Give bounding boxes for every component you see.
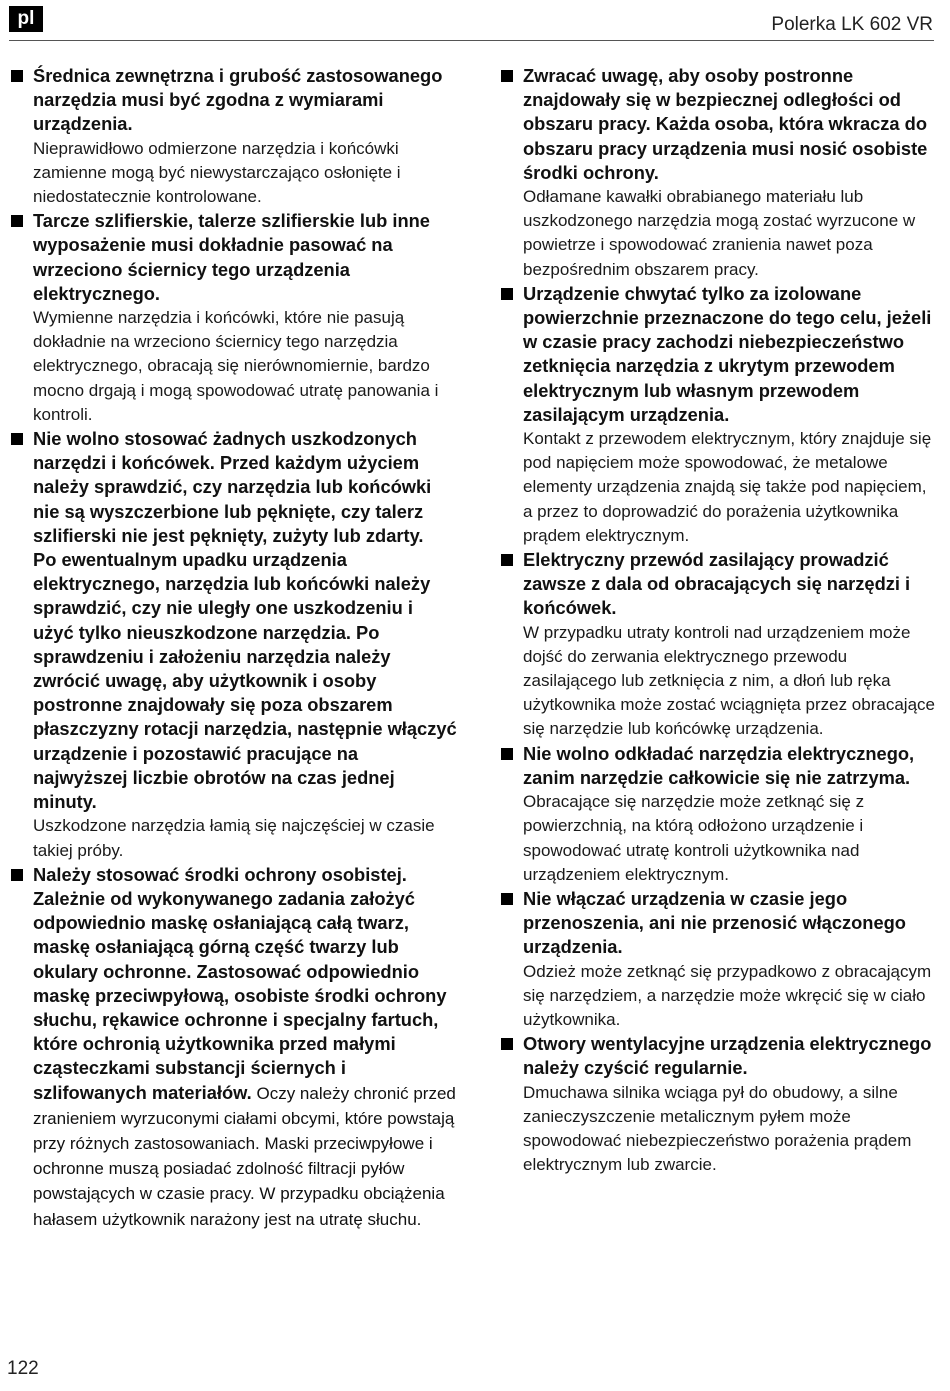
list-item: [497, 887, 937, 1032]
language-badge: pl: [9, 6, 43, 32]
bullet-square-icon: [11, 869, 23, 881]
list-item: [497, 282, 937, 548]
bullet-square-icon: [11, 215, 23, 227]
list-item: [497, 742, 937, 887]
bullet-square-icon: [501, 70, 513, 82]
list-item: [7, 863, 457, 1232]
explanation-text: W przypadku utraty kontroli nad urządzeniem może dojść do zerwania elektrycznego przewodu zasilającego lub zetknięcia z nim, a dłoń lub ręka użytkownika może zostać wciągnięta przez obracające się narzędzie lub końcówkę urządzenia.: [523, 622, 935, 739]
explanation-text: Odłamane kawałki obrabianego materiału lub uszkodzonego narzędzia mogą zostać wyrzucone w powietrze i spowodować zranienia nawet poza bezpośrednim obszarem pracy.: [523, 187, 916, 279]
list-item: [497, 64, 937, 282]
right-column: [497, 64, 937, 1177]
list-item: [7, 64, 457, 209]
warning-text: Urządzenie chwytać tylko za izolowane powierzchnie przeznaczone do tego celu, jeżeli w czasie pracy zachodzi niebezpieczeństwo zetknięcia narzędzia z ukrytym przewodem elektrycznym lub własnym przewodem zasilającym urządzenia.: [523, 282, 932, 425]
list-item: [497, 1032, 937, 1177]
warning-text: Elektryczny przewód zasilający prowadzić zawsze z dala od obracających się narzędzi i końcówek.: [523, 549, 911, 619]
explanation-text: Odzież może zetknąć się przypadkowo z obracającym się narzędziem, a narzędzie może wkręcić się w ciało użytkownika.: [523, 961, 932, 1029]
warning-text: [33, 863, 457, 1232]
explanation-text-inline: Oczy należy chronić przed zranieniem wyrzuconymi ciałami obcymi, które powstają przy różnych zastosowaniach. Maski przeciwpyłowe i ochronne muszą posiadać zdolność filtracji pyłów powstających w czasie pracy. W przypadku obciążenia hałasem użytkownik narażony jest na utratę słuchu.: [33, 1083, 456, 1229]
bullet-square-icon: [501, 554, 513, 566]
list-item: [7, 427, 457, 863]
bullet-square-icon: [11, 70, 23, 82]
bullet-square-icon: [501, 893, 513, 905]
explanation-text: Dmuchawa silnika wciąga pył do obudowy, a silne zanieczyszczenie metalicznym pyłem może spowodować niebezpieczeństwo porażenia prądem elektrycznym lub zwarcie.: [523, 1082, 912, 1175]
explanation-text: Obracające się narzędzie może zetknąć się z powierzchnią, na którą odłożono urządzenie i spowodować utratę kontroli użytkownika nad urządzeniem elektrycznym.: [523, 792, 865, 884]
warning-text-continued: Po ewentualnym upadku urządzenia elektrycznego, narzędzia lub końcówki należy sprawdzić, czy nie uległy one uszkodzeniu i użyć tylko nieuszkodzone narzędzia. Po sprawdzeniu i założeniu narzędzia należy zwrócić uwagę, aby użytkownik i osoby postronne znajdowały się poza obszarem płaszczyzny rotacji narzędzia, następnie włączyć urządzenie i pozostawić pracujące na najwyższej liczbie obrotów na czas jednej minuty.: [33, 549, 457, 813]
warning-text: Tarcze szlifierskie, talerze szlifierskie lub inne wyposażenie musi dokładnie pasować na wrzeciono ściernicy tego urządzenia elektrycznego.: [33, 210, 430, 304]
explanation-text: Kontakt z przewodem elektrycznym, który znajduje się pod napięciem może spowodować, że metalowe elementy urządzenia znajdą się także pod napięciem, a przez to doprowadzić do porażenia użytkownika prądem elektrycznym.: [523, 429, 932, 545]
header-divider: [9, 40, 934, 41]
page-number: 122: [7, 1358, 39, 1379]
warning-text: Otwory wentylacyjne urządzenia elektrycznego należy czyścić regularnie.: [523, 1033, 932, 1079]
warning-text: Średnica zewnętrzna i grubość zastosowanego narzędzia musi być zgodna z wymiarami urządzenia.: [33, 65, 443, 135]
list-item: [7, 209, 457, 427]
explanation-text: Nieprawidłowo odmierzone narzędzia i końcówki zamienne mogą być niewystarczająco osłonięte i niedostatecznie kontrolowane.: [33, 138, 401, 207]
bullet-square-icon: [501, 288, 513, 300]
list-item: [497, 548, 937, 742]
page-header-title: Polerka LK 602 VR: [771, 14, 933, 35]
warning-text: Nie wolno odkładać narzędzia elektrycznego, zanim narzędzie całkowicie się nie zatrzyma.: [523, 742, 915, 788]
warning-text: Zwracać uwagę, aby osoby postronne znajdowały się w bezpiecznej odległości od obszaru pracy. Każda osoba, która wkracza do obszaru pracy urządzenia musi nosić osobiste środki ochrony.: [523, 65, 928, 183]
bullet-square-icon: [501, 1038, 513, 1050]
warning-text: Nie włączać urządzenia w czasie jego przenoszenia, ani nie przenosić włączonego urządzenia.: [523, 887, 906, 958]
warning-text-bold: Należy stosować środki ochrony osobistej. Zależnie od wykonywanego zadania założyć odpowiednio maskę osłaniającą całą twarz, maskę osłaniającą górną część twarzy lub okulary ochronne. Zastosować odpowiednio maskę przeciwpyłową, osobiste środki ochrony słuchu, rękawice ochronne i specjalny fartuch, które ochronią użytkownika przed małymi cząsteczkami substancji ściernych i szlifowanych materiałów.: [33, 863, 447, 1103]
bullet-square-icon: [11, 433, 23, 445]
bullet-square-icon: [501, 748, 513, 760]
warning-text: Nie wolno stosować żadnych uszkodzonych narzędzi i końcówek. Przed każdym użyciem należy sprawdzić, czy narzędzia lub końcówki nie są wyszczerbione lub pęknięte, czy talerz szlifierski nie jest pęknięty, zużyty lub zdarty.: [33, 428, 432, 546]
left-column: [7, 64, 457, 1232]
explanation-text: Wymienne narzędzia i końcówki, które nie pasują dokładnie na wrzeciono ściernicy tego narzędzia elektrycznego, obracają się nierównomiernie, bardzo mocno drgają i mogą spowodować utratę panowania i kontroli.: [33, 308, 439, 424]
explanation-text: Uszkodzone narzędzia łamią się najczęściej w czasie takiej próby.: [33, 816, 435, 860]
